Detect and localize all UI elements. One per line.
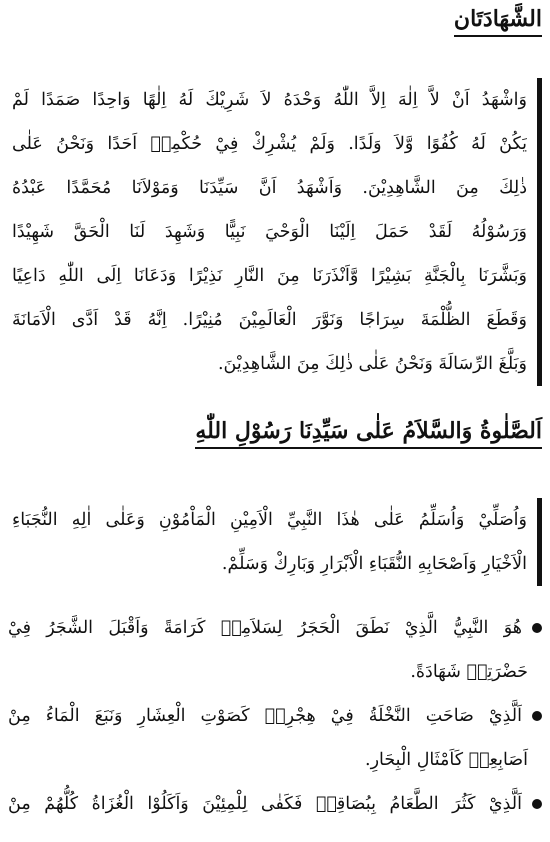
section-heading-shahadatan: الشَّهَادَتَان (454, 6, 542, 37)
text-line: وَقَطَعَ الظُّلْمَةَ سِرَاجًا وَنَوَّرَ الْعَالَمِيْنَ مُنِيْرًا. اِنَّهُ قَدْ اَدَّى الْاَمَانَةَ (12, 310, 527, 330)
shahada-text-block (12, 78, 542, 386)
bullet-dot-icon (532, 623, 542, 633)
bullet-list (8, 606, 542, 826)
bullet-continuation: حَضْرَتِهٖ شَهَادَةً. (410, 662, 528, 682)
bullet-dot-icon (532, 711, 542, 721)
bullet-text: اَلَّذِيْ صَاحَتِ النَّخْلَةُ فِيْ هِجْرِهٖ كَصَوْتِ الْعِشَارِ وَنَبَعَ الْمَاءُ مِنْ (8, 706, 522, 726)
text-line: وَاُصَلِّيْ وَاُسَلِّمُ عَلٰى هٰذَا النَّبِيِّ الْاَمِيْنِ الْمَاْمُوْنِ وَعَلٰى اٰلِهِ النُّجَبَاءِ (12, 510, 527, 530)
text-line: الْاَخْيَارِ وَاَصْحَابِهِ النُّقَبَاءِ الْاَبْرَارِ وَبَارِكْ وَسَلِّمْ. (221, 554, 527, 574)
bullet-item (8, 606, 542, 650)
bullet-item (8, 782, 542, 826)
bullet-dot-icon (532, 799, 542, 809)
text-line: يَكُنْ لَهُ كُفُوًا وَّلاَ وَلَدًا. وَلَمْ يُشْرِكْ فِيْ حُكْمِهٖ اَحَدًا وَنَحْنُ عَلٰى (12, 134, 527, 154)
bullet-continuation: اَصَابِعِهٖ كَاَمْثَالِ الْبِحَارِ. (365, 750, 528, 770)
text-line: ذٰلِكَ مِنَ الشَّاهِدِيْنَ. وَاَشْهَدُ اَنَّ سَيِّدَنَا وَمَوْلاَنَا مُحَمَّدًا عَبْدُهُ (12, 178, 527, 198)
text-line: وَبَشَّرَنَا بِالْجَنَّةِ بَشِيْرًا وَّاَنْذَرَنَا مِنَ النَّارِ نَذِيْرًا وَدَعَانَا اِلَى اللّٰهِ دَاعِيًا (12, 266, 527, 286)
text-line: وَاشْهَدُ اَنْ لاَّ اِلٰهَ اِلاَّ اللّٰهُ وَحْدَهُ لاَ شَرِيْكَ لَهُ اِلٰهًا وَاحِدًا صَمَدًا لَمْ (12, 90, 527, 110)
bullet-text: اَلَّذِيْ كَثُرَ الطَّعَامُ بِبُصَاقِهٖ فَكَفٰى لِلْمِئِيْنَ وَاَكَلُوْا الْغُزَاةُ كُلُّهُمْ مِنْ (8, 794, 522, 814)
bullet-text: هُوَ النَّبِيُّ الَّذِيْ نَطَقَ الْحَجَرُ لِسَلاَمِهٖ كَرَامَةً وَاَقْبَلَ الشَّجَرُ فِيْ (8, 618, 522, 638)
section-heading-salawat: اَلصَّلٰوةُ وَالسَّلاَمُ عَلٰى سَيِّدِنَا رَسُوْلِ اللّٰهِ (195, 418, 542, 449)
text-line: وَبَلَّغَ الرِّسَالَةَ وَنَحْنُ عَلٰى ذٰلِكَ مِنَ الشَّاهِدِيْنَ. (217, 354, 527, 374)
salawat-text-block (12, 498, 542, 586)
text-line: وَرَسُوْلُهُ لَقَدْ حَمَلَ اِلَيْنَا الْوَحْيَ نَبِيًّا وَشَهِدَ لَنَا الْحَقَّ شَهِيْدًا (12, 222, 527, 242)
bullet-item (8, 694, 542, 738)
